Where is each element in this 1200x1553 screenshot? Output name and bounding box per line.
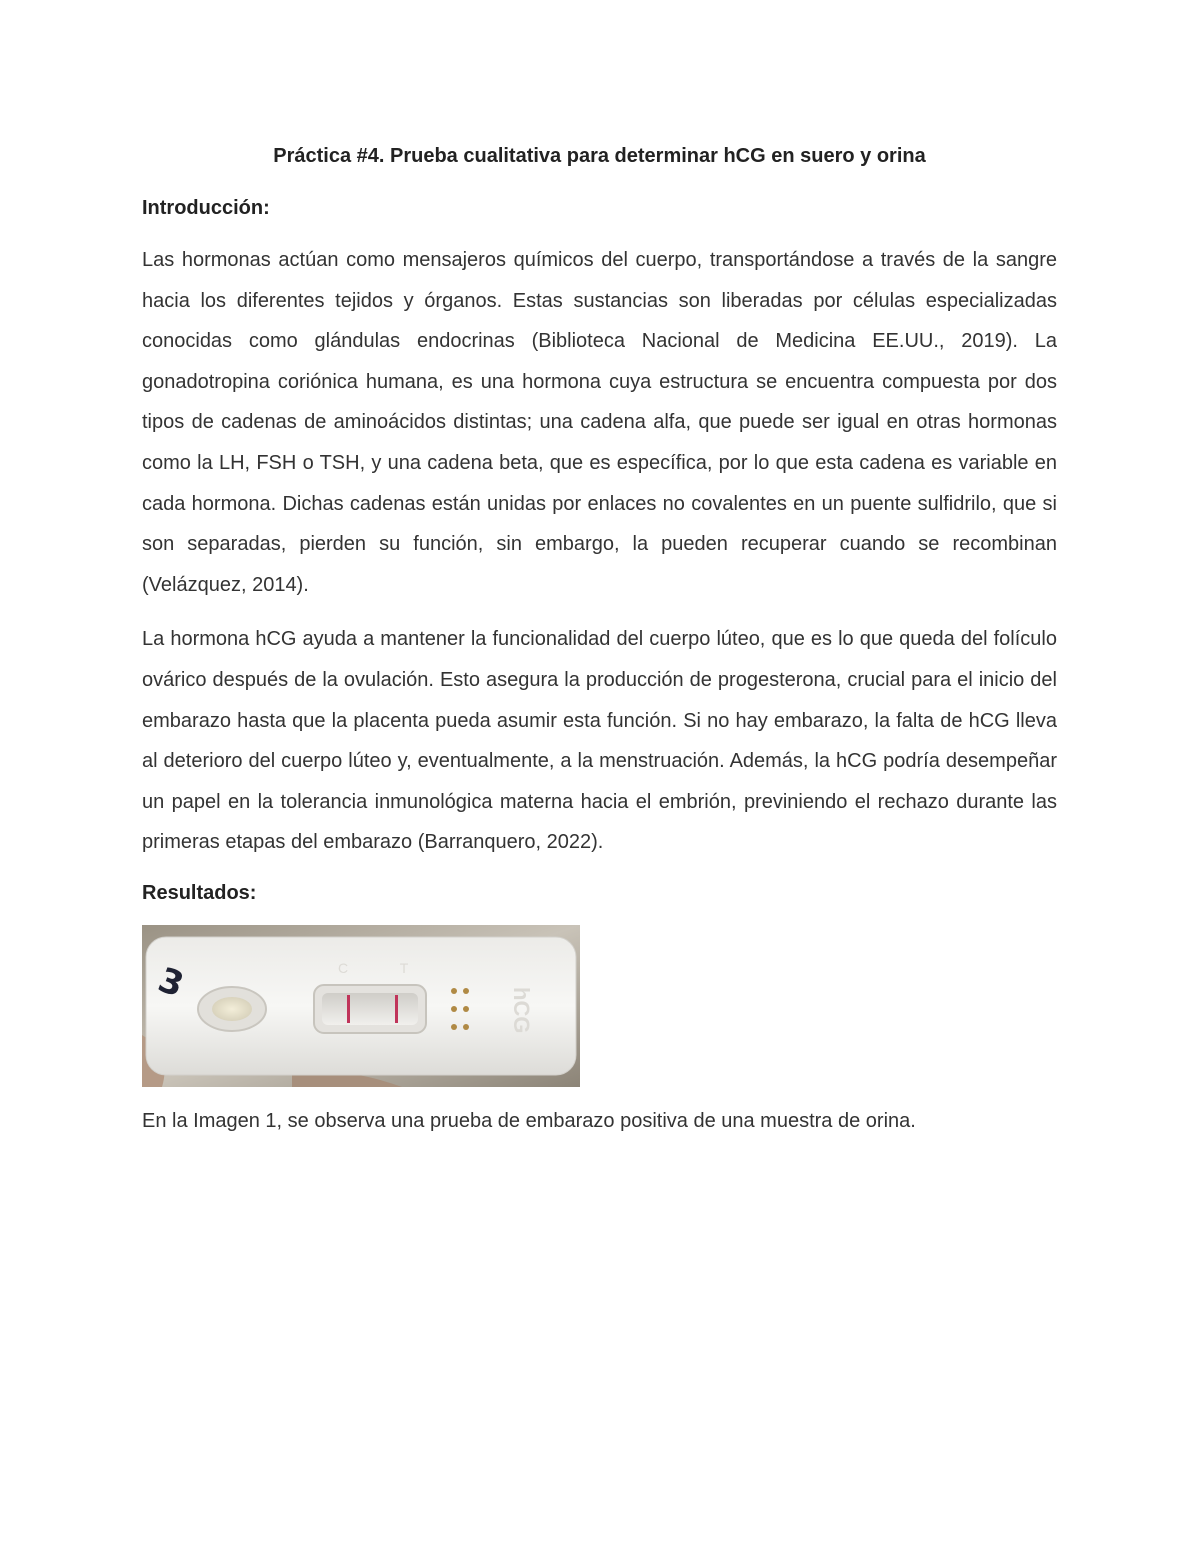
intro-paragraph-2: La hormona hCG ayuda a mantener la funcionalidad del cuerpo lúteo, que es lo que queda del folículo ovárico después de la ovulación. Esto asegura la producción de progesterona, crucial para el inicio del embarazo hasta que la placenta pueda asumir esta función. Si no hay embarazo, la falta de hCG lleva al deterioro del cuerpo lúteo y, eventualmente, a la menstruación. Además, la hCG podría desempeñar un papel en la tolerancia inmunológica materna hacia el embrión, previniendo el rechazo durante las primeras etapas del embarazo (Barranquero, 2022). — [142, 628, 1057, 854]
test-photo — [142, 925, 580, 1087]
pregnancy-test-image — [142, 925, 580, 1087]
indicator-dot — [451, 1006, 457, 1012]
sample-well — [212, 997, 252, 1021]
intro-paragraph-1: Las hormonas actúan como mensajeros químicos del cuerpo, transportándose a través de la sangre hacia los diferentes tejidos y órganos. Estas sustancias son liberadas por células especializadas conocidas como glándulas endocrinas (Biblioteca Nacional de Medicina EE.UU., 2019). La gonadotropina coriónica humana, es una hormona cuya estructura se encuentra compuesta por dos tipos de cadenas de aminoácidos distintas; una cadena alfa, que puede ser igual en otras hormonas como la LH, FSH o TSH, y una cadena beta, que es específica, por lo que esta cadena es variable en cada hormona. Dichas cadenas están unidas por enlaces no covalentes en un puente sulfidrilo, que si son separadas, pierden su función, sin embargo, la pueden recuperar cuando se recombinan (Velázquez, 2014). — [142, 249, 1057, 596]
indicator-dot — [451, 1024, 457, 1030]
image-caption: En la Imagen 1, se observa una prueba de embarazo positiva de una muestra de orina. — [142, 1109, 916, 1132]
test-line — [395, 995, 398, 1023]
document-page — [142, 140, 1057, 1137]
indicator-dot — [451, 988, 457, 994]
window-letters: C T — [338, 959, 433, 976]
indicator-dot — [463, 1006, 469, 1012]
indicator-dot — [463, 988, 469, 994]
intro-heading: Introducción: — [142, 197, 270, 219]
document-title: Práctica #4. Prueba cualitativa para determinar hCG en suero y orina — [273, 145, 926, 167]
indicator-dot — [463, 1024, 469, 1030]
cassette-label: hCG — [509, 986, 534, 1034]
result-window — [322, 993, 418, 1025]
results-heading: Resultados: — [142, 881, 257, 904]
handwritten-mark: 3 — [152, 959, 189, 1006]
control-line — [347, 995, 350, 1023]
